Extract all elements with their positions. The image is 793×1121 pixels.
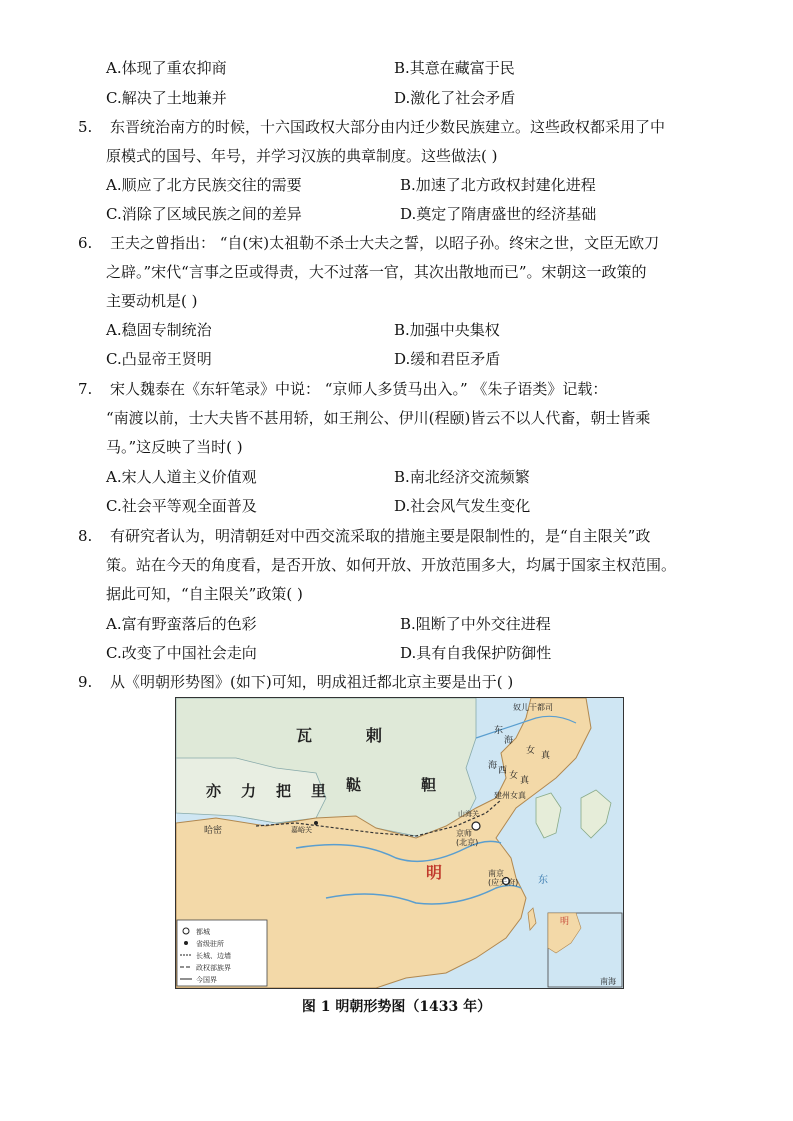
label-dong-4: 真 [541, 751, 551, 761]
label-yilibali-1: 亦 [206, 782, 222, 800]
legend-modern: 今国界 [196, 976, 217, 984]
q6-option-c: C.凸显帝王贤明 [106, 350, 212, 368]
legend-wall: 长城、边墙 [196, 952, 231, 960]
q6-option-b: B.加强中央集权 [394, 321, 500, 339]
label-dong-3: 女 [526, 746, 536, 756]
q5-option-c: C.消除了区域民族之间的差异 [106, 205, 302, 223]
q6-stem-line2: 之辟。”宋代“言事之臣或得责，大不过落一官，其次出散地而已”。宋朝这一政策的 [106, 263, 647, 281]
q8-option-d: D.具有自我保护防御性 [400, 644, 552, 662]
q4-option-c: C.解决了土地兼并 [106, 89, 227, 107]
q9-number: 9. [78, 673, 93, 691]
label-dada-1: 鞑 [346, 776, 362, 794]
q6-number: 6. [78, 234, 93, 252]
label-jingshi-2: (北京) [456, 838, 479, 847]
label-shanhai: 山海关 [458, 810, 479, 818]
q6-option-a: A.稳固专制统治 [106, 321, 212, 339]
q7-option-c: C.社会平等观全面普及 [106, 497, 257, 515]
label-yilibali-4: 里 [311, 782, 327, 800]
taiwan-island [528, 908, 536, 930]
q8-number: 8. [78, 527, 93, 545]
q7-option-d: D.社会风气发生变化 [394, 497, 531, 515]
q5-number: 5. [78, 118, 93, 136]
q5-stem-line1: 东晋统治南方的时候，十六国政权大部分由内迁少数民族建立。这些政权都采用了中 [110, 118, 666, 136]
label-jianzhou: 建州女真 [494, 791, 526, 800]
q8-stem-line1: 有研究者认为，明清朝廷对中西交流采取的措施主要是限制性的，是“自主限关”政 [110, 527, 651, 545]
q7-option-b: B.南北经济交流频繁 [394, 468, 530, 486]
q6-option-d: D.缓和君臣矛盾 [394, 350, 501, 368]
jiayuguan-marker [314, 821, 318, 825]
legend-boundary: 政权部族界 [196, 964, 231, 972]
q5-option-d: D.奠定了隋唐盛世的经济基础 [400, 205, 597, 223]
q7-option-a: A.宋人人道主义价值观 [106, 468, 257, 486]
japan-islands [581, 790, 611, 838]
q8-stem-line3: 据此可知，“自主限关”政策( ) [106, 585, 303, 603]
label-ming: 明 [426, 863, 443, 882]
q4-option-b: B.其意在藏富于民 [394, 59, 515, 77]
korea-peninsula [536, 793, 561, 838]
figure-caption: 图 1 明朝形势图（1433 年） [301, 999, 492, 1015]
label-yilibali-3: 把 [276, 782, 292, 800]
beijing-marker [472, 822, 480, 830]
q6-stem-line3: 主要动机是( ) [106, 292, 198, 310]
label-haixi-1: 海 [488, 761, 498, 771]
legend-provincial: 省级驻所 [196, 940, 224, 948]
label-nanjing-1: 南京 [488, 869, 504, 878]
label-nanjing-2: (应天府) [488, 878, 519, 887]
label-sea-dong: 东 [538, 875, 548, 886]
label-jingshi-1: 京师 [456, 829, 472, 838]
label-yilibali-2: 力 [241, 782, 257, 800]
q4-option-a: A.体现了重农抑商 [106, 59, 227, 77]
q9-stem-line1: 从《明朝形势图》(如下)可知，明成祖迁都北京主要是出于( ) [110, 673, 514, 691]
q8-option-c: C.改变了中国社会走向 [106, 644, 257, 662]
q8-option-b: B.阻断了中外交往进程 [400, 615, 551, 633]
label-hami: 哈密 [204, 826, 223, 836]
q8-option-a: A.富有野蛮落后的色彩 [106, 615, 257, 633]
label-dong-2: 海 [504, 736, 514, 746]
q6-stem-line1: 王夫之曾指出： “自(宋)太祖勒不杀士大夫之誓，以昭子孙。终宋之世，文臣无欧刀 [110, 234, 660, 252]
label-haixi-2: 西 [498, 766, 508, 776]
label-haixi-4: 真 [520, 776, 530, 786]
q5-option-b: B.加速了北方政权封建化进程 [400, 176, 596, 194]
q7-number: 7. [78, 380, 93, 398]
label-wala-1: 瓦 [296, 726, 313, 745]
label-haixi-3: 女 [509, 771, 519, 781]
label-sea-nan: 南海 [600, 977, 616, 986]
legend-capital: 都城 [196, 928, 210, 936]
q8-stem-line2: 策。站在今天的角度看，是否开放、如何开放、开放范围多大，均属于国家主权范围。 [106, 556, 677, 574]
ming-dynasty-map [175, 697, 624, 989]
inset-title: 明 [560, 917, 570, 927]
label-wala-2: 剌 [366, 726, 383, 745]
q5-option-a: A.顺应了北方民族交往的需要 [106, 176, 302, 194]
label-dong-1: 东 [494, 726, 504, 736]
label-jiayu: 嘉峪关 [291, 826, 312, 834]
label-dada-2: 靼 [421, 776, 437, 794]
q7-stem-line1: 宋人魏泰在《东轩笔录》中说： “京师人多赁马出入。” 《朱子语类》记载： [110, 380, 608, 398]
q7-stem-line2: “南渡以前，士大夫皆不甚用轿，如王荆公、伊川(程颐)皆云不以人代畜，朝士皆乘 [106, 409, 651, 427]
q7-stem-line3: 马。”这反映了当时( ) [106, 438, 243, 456]
q5-stem-line2: 原模式的国号、年号，并学习汉族的典章制度。这些做法( ) [106, 147, 498, 165]
q4-option-d: D.激化了社会矛盾 [394, 89, 516, 107]
label-nuer: 奴儿干都司 [513, 703, 553, 712]
